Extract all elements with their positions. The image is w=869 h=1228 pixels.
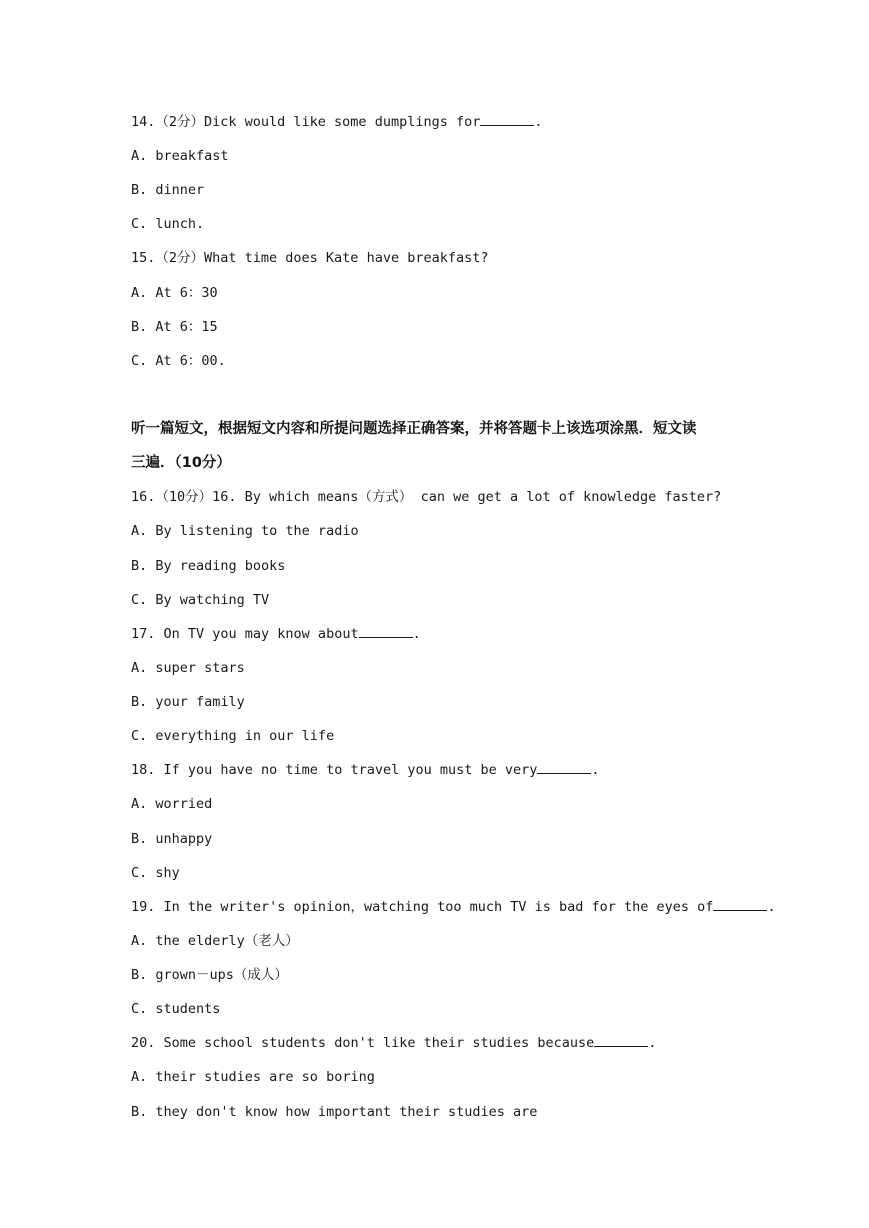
option-14-b: B. dinner (131, 182, 205, 198)
question-18-end: . (591, 762, 600, 778)
question-14-end: . (534, 114, 543, 130)
option-18-c: C. shy (131, 865, 180, 881)
option-14-a: A. breakfast (131, 148, 229, 164)
option-15-c: C. At 6：00. (131, 353, 226, 369)
answer-blank (713, 898, 767, 911)
option-15-b: B. At 6：15 (131, 319, 218, 335)
option-18-b: B. unhappy (131, 831, 213, 847)
option-19-b: B. grown－ups（成人） (131, 967, 288, 983)
answer-blank (594, 1034, 648, 1047)
question-15: 15.（2分）What time does Kate have breakfast? (131, 250, 489, 266)
question-20 (131, 1034, 656, 1052)
question-14-text: 14.（2分）Dick would like some dumplings for (131, 114, 481, 130)
option-16-c: C. By watching TV (131, 592, 270, 608)
option-17-a: A. super stars (131, 660, 245, 676)
question-16: 16.（10分）16. By which means（方式） can we get a lot of knowledge faster? (131, 489, 722, 505)
question-19-text: 19. In the writer's opinion，watching too much TV is bad for the eyes of (131, 899, 714, 915)
section-instruction-line-2: 三遍．（10分） (131, 455, 231, 471)
option-16-a: A. By listening to the radio (131, 523, 359, 539)
question-19 (131, 898, 776, 916)
option-17-c: C. everything in our life (131, 728, 335, 744)
question-18 (131, 761, 600, 779)
question-19-end: . (767, 899, 776, 915)
question-17 (131, 625, 421, 643)
option-19-a: A. the elderly（老人） (131, 933, 299, 949)
option-20-b: B. they don't know how important their studies are (131, 1104, 538, 1120)
answer-blank (480, 113, 534, 126)
question-14 (131, 113, 543, 131)
question-17-end: . (412, 626, 421, 642)
question-18-text: 18. If you have no time to travel you must be very (131, 762, 538, 778)
option-20-a: A. their studies are so boring (131, 1069, 375, 1085)
option-15-a: A. At 6：30 (131, 285, 218, 301)
option-14-c: C. lunch. (131, 216, 205, 232)
question-20-end: . (648, 1035, 657, 1051)
option-17-b: B. your family (131, 694, 245, 710)
answer-blank (359, 625, 413, 638)
question-17-text: 17. On TV you may know about (131, 626, 359, 642)
option-18-a: A. worried (131, 796, 213, 812)
option-19-c: C. students (131, 1001, 221, 1017)
answer-blank (537, 761, 591, 774)
question-20-text: 20. Some school students don't like their studies because (131, 1035, 595, 1051)
option-16-b: B. By reading books (131, 558, 286, 574)
section-instruction-line-1: 听一篇短文，根据短文内容和所提问题选择正确答案，并将答题卡上该选项涂黑．短文读 (131, 421, 697, 437)
